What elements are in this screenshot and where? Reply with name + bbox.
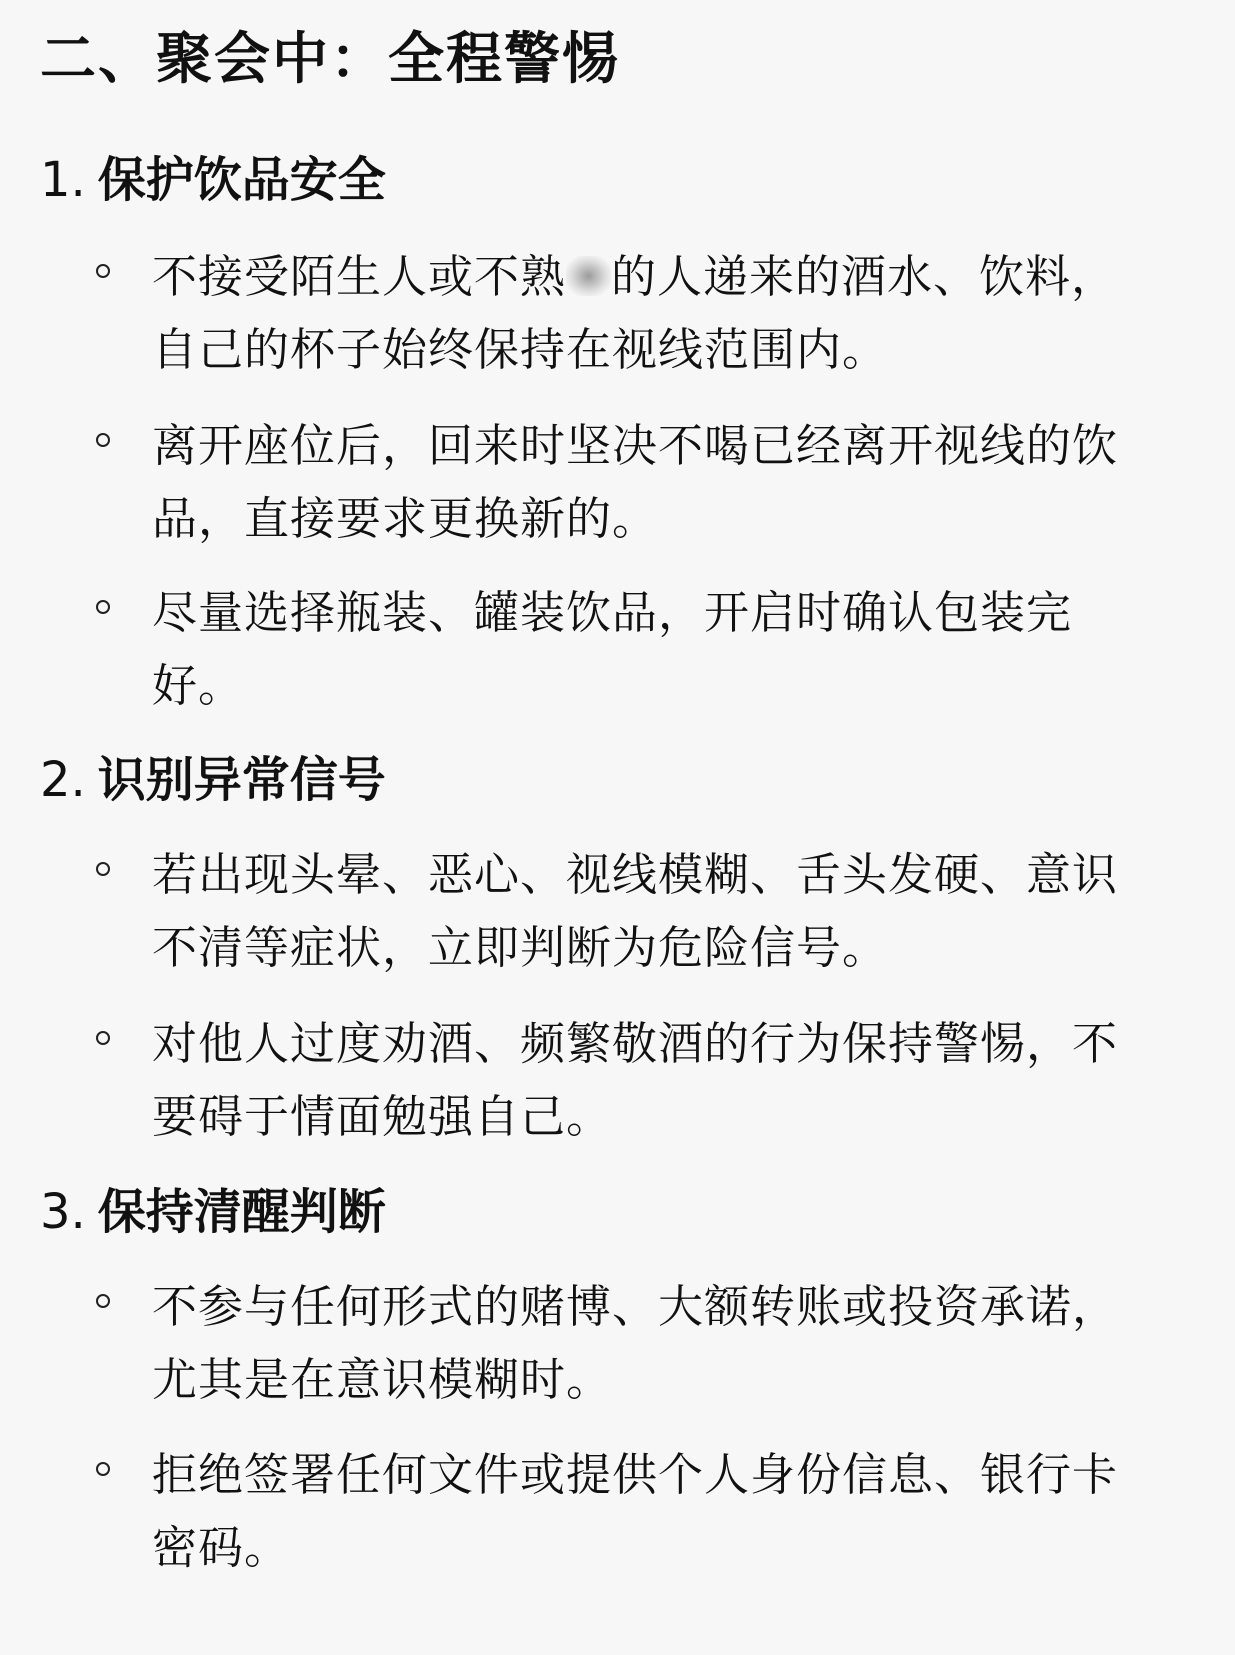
subsection-title-3 bbox=[40, 1180, 386, 1244]
list-item-text: 离开座位后，回来时坚决不喝已经离开视线的饮品，直接要求更换新的。 bbox=[152, 419, 1119, 545]
list-item-text bbox=[152, 240, 1162, 386]
hollow-bullet-icon bbox=[96, 433, 110, 447]
hollow-bullet-icon bbox=[96, 1462, 110, 1476]
subsection-title-1 bbox=[40, 148, 386, 212]
subsection-label: 保护饮品安全 bbox=[97, 152, 386, 208]
list-item-text: 若出现头晕、恶心、视线模糊、舌头发硬、意识不清等症状，立即判断为危险信号。 bbox=[152, 848, 1119, 974]
list-item-text: 对他人过度劝酒、频繁敬酒的行为保持警惕，不要碍于情面勉强自己。 bbox=[152, 1017, 1119, 1143]
text-segment: 不接受陌生人或不熟 bbox=[152, 250, 567, 303]
hollow-bullet-icon bbox=[96, 264, 110, 278]
hollow-bullet-icon bbox=[96, 862, 110, 876]
subsection-label: 保持清醒判断 bbox=[97, 1184, 386, 1240]
subsection-title-2 bbox=[40, 748, 386, 812]
list-item-text: 尽量选择瓶装、罐装饮品，开启时确认包装完好。 bbox=[152, 586, 1073, 712]
list-item-text: 不参与任何形式的赌博、大额转账或投资承诺，尤其是在意识模糊时。 bbox=[152, 1280, 1119, 1406]
subsection-number: 3. bbox=[40, 1184, 86, 1240]
hollow-bullet-icon bbox=[96, 600, 110, 614]
hollow-bullet-icon bbox=[96, 1294, 110, 1308]
hollow-bullet-icon bbox=[96, 1031, 110, 1045]
section-title: 二、聚会中：全程警惕 bbox=[40, 27, 620, 92]
subsection-label: 识别异常信号 bbox=[97, 752, 386, 808]
subsection-number: 2. bbox=[40, 752, 86, 808]
subsection-number: 1. bbox=[40, 152, 86, 208]
text-segment: 的人递来的酒水、饮料，自己的杯子始终保持在视线范围内。 bbox=[152, 250, 1118, 376]
list-item-text: 拒绝签署任何文件或提供个人身份信息、银行卡密码。 bbox=[152, 1448, 1119, 1574]
blur-mark-icon bbox=[566, 256, 611, 296]
